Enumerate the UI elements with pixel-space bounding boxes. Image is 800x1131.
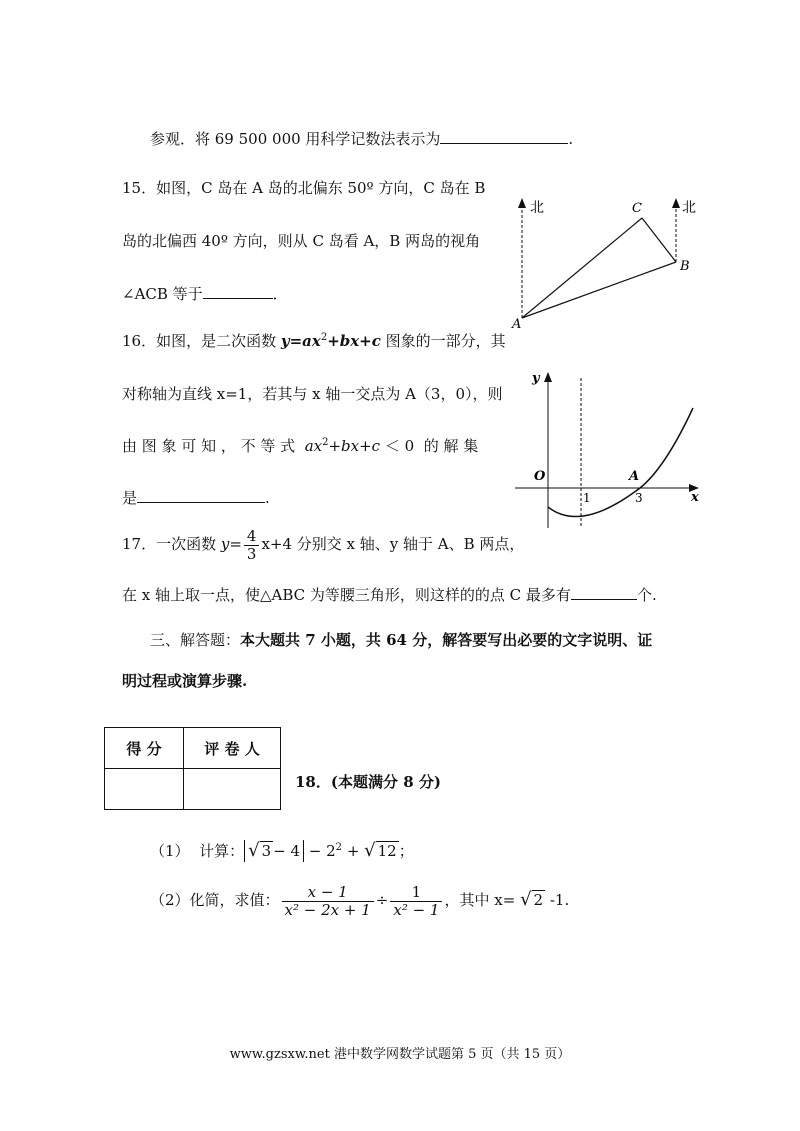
tick-1-label: 1 bbox=[583, 491, 591, 505]
section3-line-2: 明过程或演算步骤. bbox=[122, 672, 248, 690]
segment-ab bbox=[522, 262, 676, 318]
q18-fraction-2: $\frac{1}{\text{x² − 1}}$ bbox=[390, 884, 442, 919]
label-c: C bbox=[632, 201, 642, 216]
section3-line-1: 三、解答题：本大题共 7 小题，共 64 分，解答要写出必要的文字说明、证 bbox=[150, 631, 653, 649]
q15-line-3: ∠ACB 等于 ． bbox=[122, 285, 288, 303]
q17-fraction: $\frac{4}{3}$ bbox=[244, 528, 260, 563]
north-label-b: 北 bbox=[682, 200, 696, 216]
q16-parabola-figure bbox=[515, 368, 705, 533]
parabola-curve bbox=[548, 408, 693, 517]
label-b: B bbox=[680, 259, 690, 274]
origin-label: O bbox=[534, 469, 546, 484]
x-axis-label: x bbox=[691, 490, 699, 505]
q16-line-2: 对称轴为直线 x=1，若其与 x 轴一交点为 A（3，0），则 bbox=[122, 385, 503, 403]
q16-answer-blank[interactable] bbox=[137, 487, 265, 503]
score-cell[interactable] bbox=[105, 769, 184, 810]
sqrt-2: √ 2 bbox=[520, 889, 544, 910]
north-arrowhead-b bbox=[672, 198, 680, 208]
grader-header: 评 卷 人 bbox=[184, 728, 281, 769]
q16-line-3: 由 图 象 可 知 ， 不 等 式 $ax^2+bx+c < 0$ 的 解 集 bbox=[122, 437, 479, 455]
q15-line-1: 15．如图，C 岛在 A 岛的北偏东 50º 方向，C 岛在 B bbox=[122, 179, 486, 197]
page-footer: www.gzsxw.net 港中数学网数学试题第 5 页（共 15 页） bbox=[229, 1047, 571, 1062]
y-arrowhead bbox=[544, 372, 552, 382]
sqrt-3: √ 3 bbox=[248, 840, 272, 861]
score-header: 得 分 bbox=[105, 728, 184, 769]
point-a-label: A bbox=[629, 469, 640, 484]
q18-part1: （1） 计算： √ $3 - 4 - 2^2$ + √ 12 ； bbox=[150, 838, 414, 864]
north-label-a: 北 bbox=[530, 200, 544, 216]
q16-line-4: 是 . bbox=[122, 489, 270, 507]
absolute-value: √ 3 − 4 bbox=[244, 840, 304, 862]
q15-island-figure bbox=[510, 190, 710, 330]
q17-line-2: 在 x 轴上取一点，使△ABC 为等腰三角形，则这样的的点 C 最多有 个. bbox=[122, 586, 657, 604]
q18-part2: （2）化简，求值： $\frac{x - 1}{\text{x² − 2x + 1}}$ ÷ $\frac{1}{\text{x² − 1}}$ ，其中 x= √ 2 -1. bbox=[150, 878, 569, 922]
q18-title: 18．(本题满分 8 分) bbox=[295, 773, 441, 791]
grader-cell[interactable] bbox=[184, 769, 281, 810]
q18-fraction-1: $\frac{x - 1}{\text{x² − 2x + 1}}$ bbox=[282, 884, 374, 919]
label-a: A bbox=[512, 317, 522, 332]
segment-ac bbox=[522, 218, 642, 318]
sqrt-12: √ 12 bbox=[364, 840, 397, 861]
q17-answer-blank[interactable] bbox=[571, 584, 637, 600]
q14-line: 参观．将 69 500 000 用科学记数法表示为 . bbox=[150, 130, 574, 148]
north-arrowhead-a bbox=[518, 198, 526, 208]
q14-answer-blank[interactable] bbox=[440, 128, 568, 144]
q15-line-2: 岛的北偏西 40º 方向，则从 C 岛看 A，B 两岛的视角 bbox=[122, 232, 481, 250]
segment-cb bbox=[642, 218, 676, 262]
y-axis-label: y bbox=[532, 371, 540, 386]
q17-line-1: 17．一次函数 y= $\frac{4}{3}$ x+4 分别交 x 轴、y 轴于 A、B 两点， bbox=[122, 526, 525, 563]
score-table bbox=[104, 727, 281, 810]
q15-answer-blank[interactable] bbox=[203, 283, 273, 299]
q16-line-1: 16．如图，是二次函数 $y=ax^2+bx+c$ 图象的一部分，其 bbox=[122, 332, 506, 350]
tick-3-label: 3 bbox=[635, 491, 643, 505]
